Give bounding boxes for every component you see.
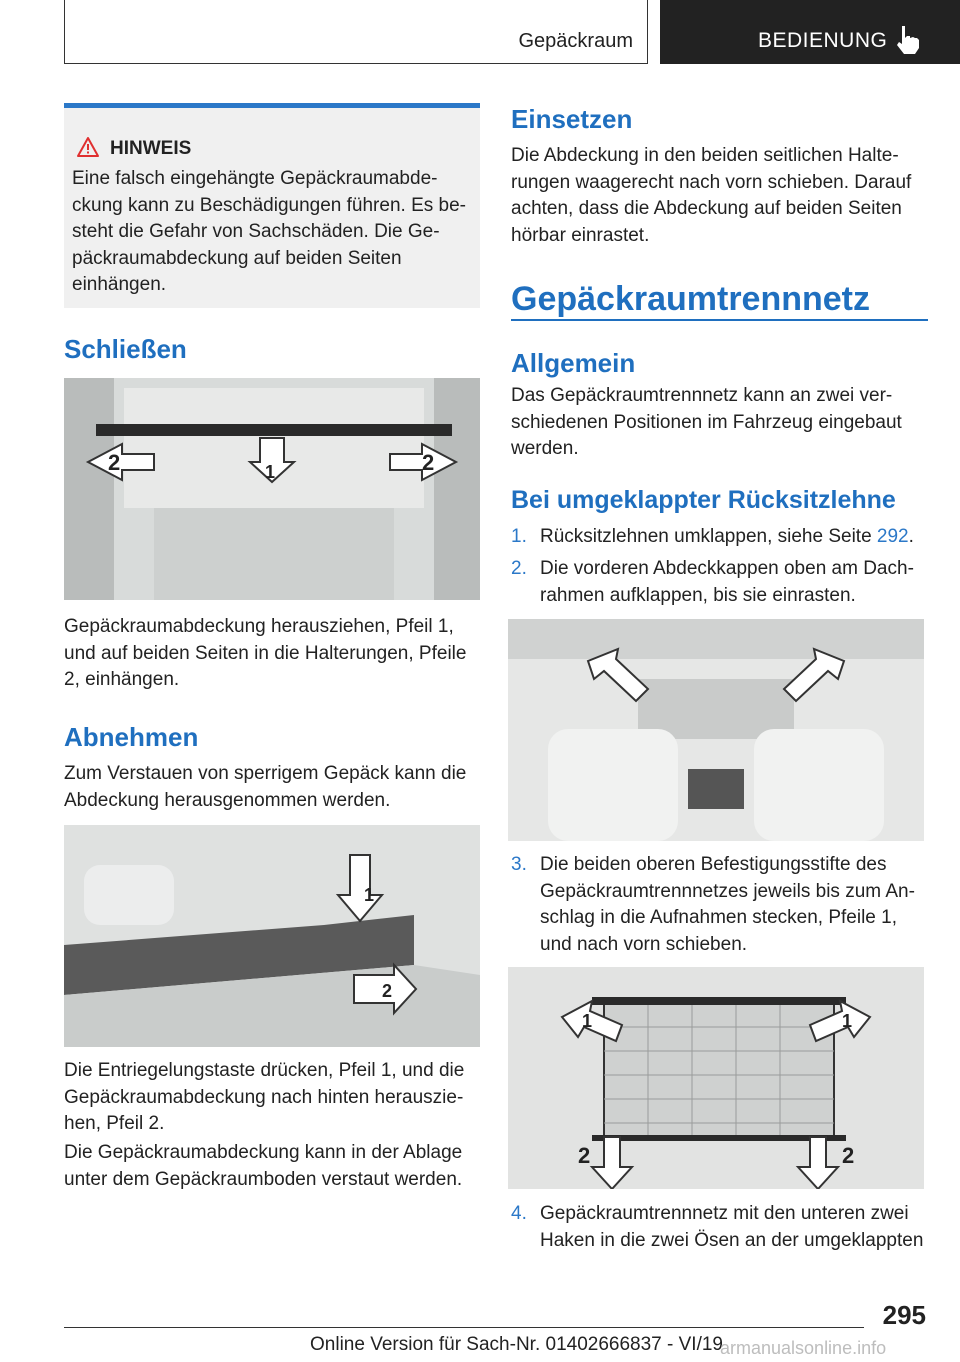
chapter-label: BEDIENUNG [758,29,888,52]
figure-label: 2 [422,450,435,475]
section-label: Gepäckraum [518,30,633,52]
note-body: Eine falsch eingehängte Gepäckraumabdeckung kann zu Beschädigungen führen. Es besteht die Gefahr von Sachschäden. Die Gepäckraumabdeckung auf beiden Seiten einhängen. [72,168,466,295]
hand-pointer-icon [893,24,923,56]
warning-note [64,103,480,308]
step-3 [511,852,931,962]
figure-label: 1 [842,1011,853,1031]
step-1 [511,524,931,551]
figure-step-2 [508,619,924,841]
figure-label: 2 [842,1143,855,1168]
caption-schliessen: Gepäckraumabdeckung herausziehen, Pfeil 1, und auf beiden Seiten in die Halterungen, Pfeile 2, einhängen. [64,616,467,690]
header-section-tab [64,0,648,64]
text-abnehmen-2: Die Gepäckraumabdeckung kann in der Ablage unter dem Gepäckraumboden verstaut werden. [64,1142,463,1190]
heading-schliessen: Schließen [64,334,187,364]
figure-step-3 [508,967,924,1189]
warning-triangle-icon [76,136,100,158]
heading-gepaeckraumtrennnetz: Gepäckraumtrennnetz [511,280,870,318]
caption-abnehmen: Die Entriegelungstaste drücken, Pfeil 1, und die Gepäckraumabdeckung nach hinten herausziehen, Pfeil 2. [64,1060,465,1134]
figure-label: 1 [364,885,375,905]
step-text: Rücksitzlehnen umklappen, siehe Seite [540,526,877,547]
online-version-note: Online Version für Sach-Nr. 01402666837 - VI/19 [310,1334,723,1355]
step-text-end: . [908,526,914,547]
step-2 [511,556,931,610]
heading-umgeklappt: Bei umgeklappter Rücksitzlehne [511,486,896,514]
note-title: HINWEIS [110,138,192,159]
heading-rule [511,319,928,321]
page-link-292[interactable]: 292 [876,526,909,547]
step-number: 3. [511,854,527,875]
figure-abnehmen [64,825,480,1047]
text-abnehmen: Zum Verstauen von sperrigem Gepäck kann die Abdeckung herausgenommen werden. [64,763,467,811]
step-text: Die vorderen Abdeckkappen oben am Dachrahmen aufklappen, bis sie einrasten. [540,558,914,606]
figure-label: 2 [382,981,393,1001]
step-text: Gepäckraumtrennnetz mit den unteren zwei Haken in die zwei Ösen an der umgeklappten [540,1203,924,1251]
watermark: armanualsonline.info [720,1338,887,1358]
figure-label: 1 [582,1011,593,1031]
step-number: 2. [511,558,527,579]
figure-schliessen [64,378,480,600]
footer-rule [64,1327,864,1328]
heading-abnehmen: Abnehmen [64,722,199,752]
step-number: 4. [511,1203,527,1224]
step-text: Die beiden oberen Befestigungsstifte des Gepäckraumtrennnetzes jeweils bis zum Anschlag in die Aufnahmen stecken, Pfeile 1, und nach vorn schieben. [540,854,915,955]
figure-label: 2 [108,450,121,475]
figure-label: 2 [578,1143,591,1168]
step-number: 1. [511,526,527,547]
text-einsetzen: Die Abdeckung in den beiden seitlichen Halterungen waagerecht nach vorn schieben. Darauf achten, dass die Abdeckung auf beiden Seiten hörbar einrastet. [511,145,912,246]
text-allgemein: Das Gepäckraumtrennnetz kann an zwei verschiedenen Positionen im Fahrzeug eingebaut werden. [511,385,902,459]
heading-allgemein: Allgemein [511,348,636,378]
figure-label: 1 [265,462,276,482]
page-number: 295 [882,1300,926,1330]
step-4 [511,1201,931,1255]
heading-einsetzen: Einsetzen [511,104,633,134]
